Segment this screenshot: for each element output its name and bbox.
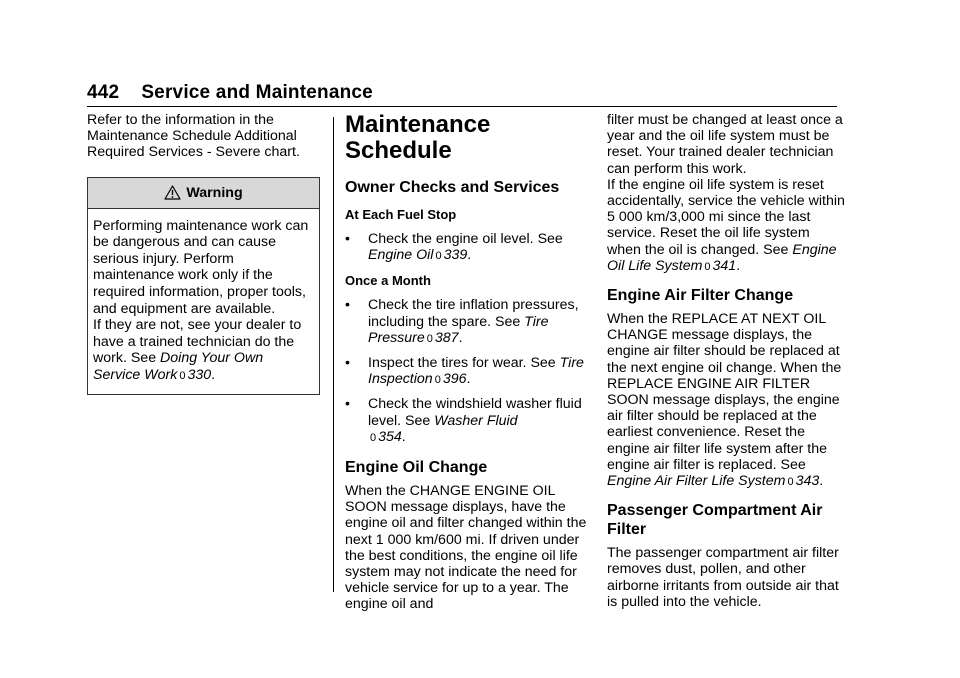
punct: .	[819, 473, 824, 490]
page-ref-354[interactable]: 354	[378, 428, 402, 445]
list-item	[345, 231, 590, 264]
page-ref-387[interactable]: 387	[434, 329, 459, 346]
page-ref-arrow-icon: 0	[704, 260, 711, 273]
link-engine-oil-life-system[interactable]: Engine Oil Life System	[607, 241, 837, 274]
warning-header	[88, 178, 319, 209]
punct: .	[401, 428, 406, 445]
punct: .	[458, 329, 463, 346]
page-ref-341[interactable]: 341	[712, 257, 737, 274]
column-3	[607, 112, 847, 610]
owner-checks-heading: Owner Checks and Services	[345, 179, 560, 196]
air-filter-pre: When the REPLACE AT NEXT OIL CHANGE message displays, the engine air filter should be replaced at the next engine oil change. When the REPLACE ENGINE AIR FILTER SOON message displays, the engine air filter should be replaced at the earliest convenience. Reset the engine air filter life system after the engine air filter is replaced. See	[607, 311, 842, 473]
column-2	[345, 112, 590, 613]
intro-paragraph: Refer to the information in the Maintenance Schedule Additional Required Services - Severe chart.	[87, 112, 300, 161]
warning-title: Warning	[186, 184, 243, 201]
page-header	[87, 82, 373, 104]
link-tire-pressure[interactable]: Tire Pressure	[368, 313, 549, 346]
bullet-marker: •	[345, 355, 350, 372]
oil-change-continued-1: filter must be changed at least once a year and the oil life system must be reset. Your trained dealer technician can perform this work.	[607, 112, 843, 177]
punct: .	[466, 371, 471, 388]
link-doing-your-own-service-work[interactable]: Doing Your Own Service Work	[93, 350, 264, 383]
item-text: Check the engine oil level. See	[368, 231, 563, 247]
section-title: Service and Maintenance	[141, 82, 373, 103]
page-ref-396[interactable]: 396	[442, 371, 467, 388]
oil-change-body: When the CHANGE ENGINE OIL SOON message displays, have the engine oil and filter changed within the next 1 000 km/600 mi. If driven under the best conditions, the engine oil life system may not indicate the need for vehicle service for up to a year. The engine oil and	[345, 483, 587, 613]
page-ref-arrow-icon: 0	[787, 476, 794, 489]
warning-box	[87, 177, 320, 395]
warning-text-2	[93, 317, 314, 384]
list-item-text	[368, 396, 590, 446]
list-item-text	[368, 231, 590, 264]
link-engine-oil[interactable]: Engine Oil	[368, 247, 434, 264]
bullet-marker: •	[345, 231, 350, 247]
list-item	[345, 297, 590, 347]
page-ref-330[interactable]: 330	[187, 366, 212, 383]
warning-text-1: Performing maintenance work can be dangerous and can cause serious injury. Perform maintenance work only if the required information, proper tools, and equipment are available.	[93, 217, 309, 317]
list-item-text	[368, 355, 590, 388]
list-item	[345, 396, 590, 446]
punct: .	[467, 247, 472, 264]
oil-change-heading: Engine Oil Change	[345, 459, 488, 477]
item-text: Check the windshield washer fluid level. See	[368, 396, 582, 429]
fuel-stop-heading: At Each Fuel Stop	[345, 207, 457, 222]
column-divider-1	[333, 117, 334, 592]
page-ref-arrow-icon: 0	[426, 332, 433, 345]
page-number: 442	[87, 82, 120, 103]
link-engine-air-filter-life-system[interactable]: Engine Air Filter Life System	[607, 473, 786, 490]
air-filter-body	[607, 311, 847, 490]
punct: .	[736, 257, 741, 274]
oil-cont2-pre: If the engine oil life system is reset accidentally, service the vehicle within 5 000 km/3,000 mi since the last service. Reset the oil life system when the oil is changed. See	[607, 176, 845, 258]
maintenance-schedule-title: Maintenance Schedule	[345, 111, 491, 164]
warning-text-2-pre: If they are not, see your dealer to have a trained technician do the work. See	[93, 317, 302, 367]
cabin-filter-body: The passenger compartment air filter removes dust, pollen, and other airborne irritants from outside air that is pulled into the vehicle.	[607, 545, 839, 610]
warning-icon	[164, 185, 181, 200]
page-ref-arrow-icon: 0	[370, 431, 377, 444]
link-tire-inspection[interactable]: Tire Inspection	[368, 355, 584, 388]
header-divider	[87, 106, 837, 107]
page-ref-343[interactable]: 343	[795, 473, 820, 490]
page-ref-339[interactable]: 339	[443, 247, 468, 264]
cabin-filter-heading: Passenger Compartment Air Filter	[607, 502, 823, 539]
air-filter-heading: Engine Air Filter Change	[607, 287, 794, 305]
oil-change-continued-2	[607, 177, 847, 275]
bullet-marker: •	[345, 297, 350, 314]
page-ref-arrow-icon: 0	[434, 374, 441, 387]
list-item	[345, 355, 590, 388]
punct: .	[211, 366, 216, 383]
list-item-text	[368, 297, 590, 347]
page-ref-arrow-icon: 0	[435, 250, 442, 263]
item-text: Check the tire inflation pressures, including the spare. See	[368, 297, 579, 330]
warning-body	[88, 209, 319, 394]
column-1	[87, 112, 322, 395]
page-ref-arrow-icon: 0	[179, 369, 186, 382]
bullet-marker: •	[345, 396, 350, 413]
item-text: Inspect the tires for wear. See	[368, 355, 560, 372]
link-washer-fluid[interactable]: Washer Fluid	[434, 412, 518, 429]
month-heading: Once a Month	[345, 273, 431, 289]
